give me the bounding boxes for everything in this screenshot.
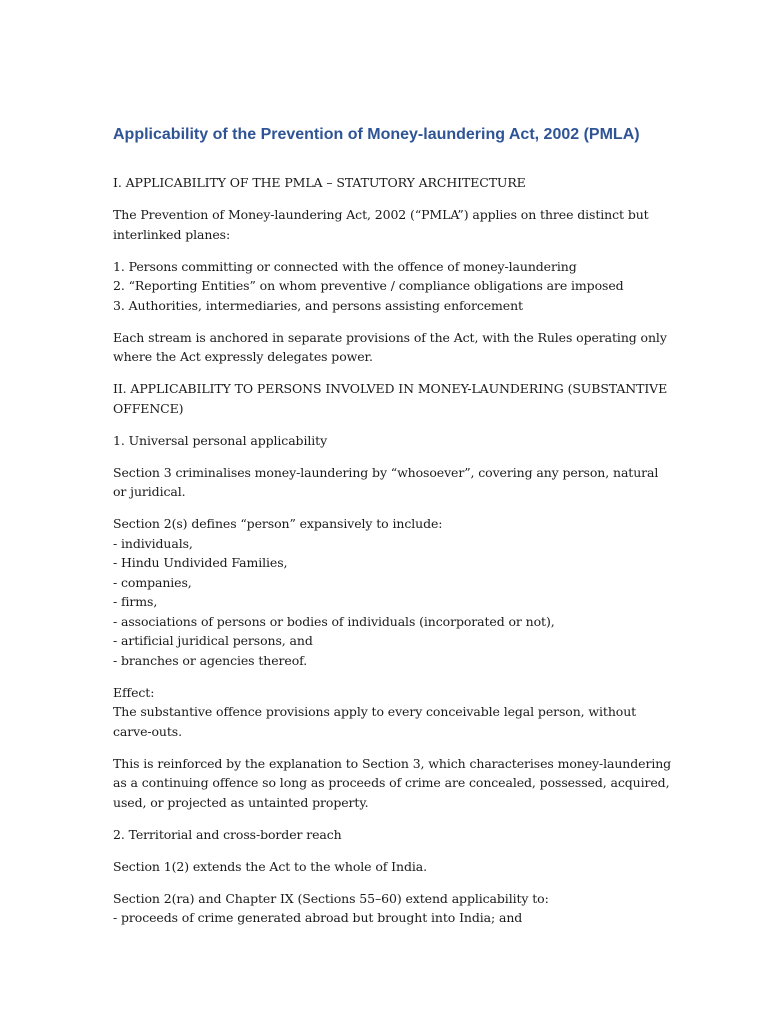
paragraph-line: - artificial juridical persons, and — [113, 633, 313, 648]
paragraph-line: - individuals, — [113, 535, 193, 551]
paragraph-line: - companies, — [113, 574, 192, 590]
paragraph-line: - associations of persons or bodies of individuals (incorporated or not), — [113, 613, 555, 629]
paragraph-line: - Hindu Undivided Families, — [113, 555, 288, 570]
paragraph-line: 2. “Reporting Entities” on whom preventive / compliance obligations are imposed — [113, 278, 624, 293]
paragraph — [113, 514, 673, 670]
paragraph — [113, 173, 673, 193]
paragraph-line: II. APPLICABILITY TO PERSONS INVOLVED IN MONEY-LAUNDERING (SUBSTANTIVE OFFENCE) — [113, 381, 668, 416]
paragraph-line: I. APPLICABILITY OF THE PMLA – STATUTORY ARCHITECTURE — [113, 175, 526, 190]
paragraph-line: Section 1(2) extends the Act to the whole of India. — [113, 858, 427, 874]
paragraph-line: Section 2(s) defines “person” expansively to include: — [113, 516, 443, 531]
paragraph — [113, 431, 673, 451]
paragraph — [113, 683, 673, 742]
paragraph-line: Section 3 criminalises money-laundering by “whosoever”, covering any person, natural or juridical. — [113, 464, 659, 499]
document-page — [113, 124, 673, 940]
paragraph-line: 1. Persons committing or connected with the offence of money-laundering — [113, 258, 577, 274]
paragraph — [113, 379, 673, 418]
paragraph — [113, 754, 673, 813]
document-body — [113, 173, 673, 928]
paragraph-line: Each stream is anchored in separate provisions of the Act, with the Rules operating only where the Act expressly delegates power. — [113, 329, 667, 364]
paragraph — [113, 825, 673, 845]
paragraph-line: The substantive offence provisions apply to every conceivable legal person, without carve-outs. — [113, 704, 637, 739]
paragraph — [113, 257, 673, 316]
paragraph — [113, 205, 673, 244]
paragraph-line: 3. Authorities, intermediaries, and persons assisting enforcement — [113, 297, 523, 313]
paragraph-line: 2. Territorial and cross-border reach — [113, 826, 342, 842]
paragraph — [113, 463, 673, 502]
paragraph-line: - firms, — [113, 594, 158, 609]
paragraph-line: - proceeds of crime generated abroad but brought into India; and — [113, 910, 523, 925]
paragraph-line: Section 2(ra) and Chapter IX (Sections 55–60) extend applicability to: — [113, 890, 549, 906]
paragraph-line: The Prevention of Money-laundering Act, 2002 (“PMLA”) applies on three distinct but interlinked planes: — [113, 207, 649, 242]
paragraph-line: This is reinforced by the explanation to Section 3, which characterises money-laundering as a continuing offence so long as proceeds of crime are concealed, possessed, acquired, used, or projected as untainted property. — [113, 755, 672, 810]
paragraph-line: Effect: — [113, 684, 155, 700]
paragraph — [113, 857, 673, 877]
document-title: Applicability of the Prevention of Money-laundering Act, 2002 (PMLA) — [113, 126, 640, 143]
paragraph — [113, 328, 673, 367]
paragraph-line: 1. Universal personal applicability — [113, 432, 328, 448]
paragraph — [113, 889, 673, 928]
paragraph-line: - branches or agencies thereof. — [113, 652, 308, 668]
